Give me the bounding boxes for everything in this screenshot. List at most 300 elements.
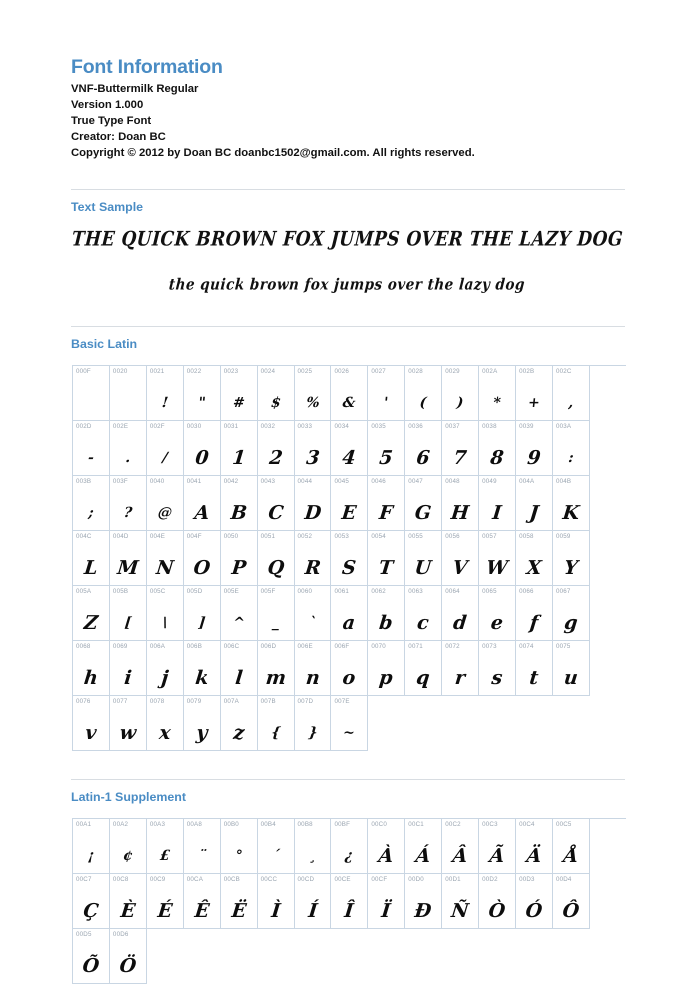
glyph-code-label: 004E bbox=[149, 533, 166, 541]
glyph-code-label: 00A8 bbox=[186, 821, 203, 829]
glyph-cell bbox=[442, 476, 479, 531]
glyph-cell bbox=[479, 421, 516, 476]
glyph-preview: ` bbox=[308, 615, 317, 632]
glyph-code-label: 007E bbox=[334, 698, 350, 706]
glyph-code-label: 00C4 bbox=[519, 821, 535, 829]
glyph-code-label: 0032 bbox=[260, 423, 276, 431]
glyph-cell bbox=[331, 641, 368, 696]
glyph-cell bbox=[368, 586, 405, 641]
glyph-preview: D bbox=[303, 502, 322, 525]
glyph-cell bbox=[258, 641, 295, 696]
glyph-code-label: 00CB bbox=[223, 876, 240, 884]
glyph-preview: I bbox=[491, 502, 503, 525]
glyph-preview: Â bbox=[451, 845, 469, 868]
glyph-code-label: 00D0 bbox=[408, 876, 424, 884]
section-heading-latin-1-supplement: Latin-1 Supplement bbox=[71, 790, 186, 805]
glyph-code-label: 00C7 bbox=[76, 876, 92, 884]
glyph-code-label: 0024 bbox=[260, 368, 276, 376]
glyph-cell bbox=[258, 696, 295, 751]
glyph-cell bbox=[331, 421, 368, 476]
glyph-cell bbox=[331, 531, 368, 586]
glyph-code-label: 0070 bbox=[371, 643, 386, 651]
glyph-cell bbox=[147, 366, 184, 421]
glyph-cell bbox=[405, 586, 442, 641]
glyph-preview: j bbox=[160, 667, 170, 690]
glyph-cell bbox=[110, 531, 147, 586]
glyph-preview: ' bbox=[383, 395, 390, 412]
glyph-preview: c bbox=[416, 612, 431, 635]
glyph-preview: d bbox=[452, 612, 468, 635]
glyph-code-label: 0054 bbox=[371, 533, 386, 541]
glyph-cell bbox=[221, 531, 258, 586]
glyph-cell bbox=[184, 819, 221, 874]
glyph-preview: L bbox=[83, 557, 99, 580]
glyph-code-label: 006C bbox=[223, 643, 240, 651]
glyph-preview: Ê bbox=[193, 900, 211, 923]
glyph-code-label: 0045 bbox=[334, 478, 350, 486]
glyph-cell bbox=[368, 819, 405, 874]
glyph-code-label: 00B4 bbox=[260, 821, 276, 829]
glyph-preview: S bbox=[341, 557, 358, 580]
glyph-preview: O bbox=[192, 557, 212, 580]
glyph-preview: k bbox=[193, 667, 210, 690]
glyph-cell bbox=[295, 531, 332, 586]
glyph-code-label: 005C bbox=[149, 588, 166, 596]
glyph-preview: @ bbox=[156, 505, 173, 522]
glyph-preview: Ö bbox=[118, 955, 138, 978]
glyph-preview: ¸ bbox=[308, 848, 317, 865]
glyph-code-label: 0060 bbox=[297, 588, 313, 596]
glyph-preview: $ bbox=[269, 395, 282, 412]
glyph-cell bbox=[73, 819, 110, 874]
glyph-cell bbox=[110, 874, 147, 929]
font-metadata-item: Version 1.000 bbox=[71, 99, 144, 112]
glyph-code-label: 0046 bbox=[371, 478, 386, 486]
glyph-code-label: 00D4 bbox=[555, 876, 572, 884]
glyph-code-label: 000F bbox=[76, 368, 91, 376]
glyph-cell bbox=[516, 476, 553, 531]
glyph-cell bbox=[221, 874, 258, 929]
glyph-preview: P bbox=[230, 557, 247, 580]
glyph-cell bbox=[405, 819, 442, 874]
glyph-code-label: 0071 bbox=[408, 643, 423, 651]
glyph-code-label: 0050 bbox=[223, 533, 239, 541]
glyph-preview: 2 bbox=[267, 447, 284, 470]
glyph-code-label: 005E bbox=[223, 588, 239, 596]
glyph-preview: Ò bbox=[487, 900, 507, 923]
glyph-cell bbox=[368, 641, 405, 696]
glyph-preview: Ç bbox=[82, 900, 100, 923]
glyph-cell bbox=[147, 874, 184, 929]
glyph-cell bbox=[368, 874, 405, 929]
glyph-code-label: 0077 bbox=[112, 698, 128, 706]
glyph-preview: È bbox=[119, 900, 137, 923]
glyph-cell bbox=[368, 421, 405, 476]
glyph-preview: 5 bbox=[378, 447, 395, 470]
glyph-preview: , bbox=[567, 395, 575, 412]
glyph-code-label: 0055 bbox=[408, 533, 423, 541]
glyph-cell bbox=[295, 586, 332, 641]
glyph-cell bbox=[184, 874, 221, 929]
glyph-code-label: 0078 bbox=[149, 698, 165, 706]
glyph-cell bbox=[184, 476, 221, 531]
glyph-preview: u bbox=[562, 667, 580, 690]
glyph-preview: : bbox=[567, 450, 575, 467]
glyph-cell bbox=[295, 421, 332, 476]
glyph-cell bbox=[73, 366, 110, 421]
glyph-cell bbox=[516, 531, 553, 586]
glyph-preview: ¨ bbox=[197, 848, 207, 865]
glyph-code-label: 007B bbox=[260, 698, 276, 706]
font-metadata-list bbox=[71, 78, 625, 161]
glyph-preview: s bbox=[490, 667, 504, 690]
glyph-preview: H bbox=[450, 502, 471, 525]
glyph-code-label: 0059 bbox=[555, 533, 571, 541]
glyph-code-label: 0066 bbox=[519, 588, 534, 596]
glyph-cell bbox=[405, 531, 442, 586]
glyph-code-label: 002B bbox=[519, 368, 535, 376]
glyph-preview: 9 bbox=[526, 447, 542, 470]
glyph-cell bbox=[295, 476, 332, 531]
glyph-cell bbox=[479, 476, 516, 531]
glyph-cell bbox=[258, 531, 295, 586]
glyph-preview: ; bbox=[87, 505, 95, 522]
glyph-cell bbox=[73, 531, 110, 586]
glyph-code-label: 0026 bbox=[334, 368, 350, 376]
glyph-cell bbox=[295, 874, 332, 929]
glyph-preview: 6 bbox=[415, 447, 432, 470]
glyph-preview: - bbox=[87, 450, 95, 467]
glyph-grid-latin-1-supplement bbox=[72, 818, 626, 984]
glyph-code-label: 0069 bbox=[112, 643, 128, 651]
glyph-code-label: 0056 bbox=[445, 533, 460, 541]
glyph-code-label: 004B bbox=[555, 478, 572, 486]
glyph-preview: Ï bbox=[380, 900, 392, 923]
glyph-preview: } bbox=[307, 725, 318, 742]
glyph-cell bbox=[184, 586, 221, 641]
glyph-preview: ) bbox=[456, 395, 465, 412]
glyph-code-label: 005B bbox=[112, 588, 129, 596]
glyph-code-label: 00B0 bbox=[223, 821, 239, 829]
glyph-preview: C bbox=[266, 502, 285, 525]
glyph-code-label: 0042 bbox=[223, 478, 239, 486]
glyph-preview: Í bbox=[306, 900, 319, 923]
glyph-cell bbox=[295, 696, 332, 751]
glyph-cell bbox=[184, 421, 221, 476]
glyph-cell bbox=[331, 366, 368, 421]
glyph-cell bbox=[258, 819, 295, 874]
glyph-code-label: 00C0 bbox=[371, 821, 387, 829]
glyph-cell bbox=[479, 819, 516, 874]
glyph-preview: Z bbox=[82, 612, 100, 635]
glyph-preview: É bbox=[156, 900, 174, 923]
glyph-code-label: 0031 bbox=[223, 423, 239, 431]
glyph-cell bbox=[553, 476, 590, 531]
glyph-cell bbox=[516, 366, 553, 421]
glyph-cell bbox=[258, 586, 295, 641]
glyph-preview: Ó bbox=[524, 900, 544, 923]
glyph-preview: y bbox=[195, 722, 209, 745]
glyph-cell bbox=[405, 366, 442, 421]
glyph-cell bbox=[553, 421, 590, 476]
glyph-preview: + bbox=[527, 395, 541, 412]
glyph-preview: e bbox=[489, 612, 505, 635]
glyph-code-label: 00D1 bbox=[445, 876, 461, 884]
glyph-code-label: 0020 bbox=[112, 368, 128, 376]
glyph-cell bbox=[147, 421, 184, 476]
glyph-cell bbox=[516, 641, 553, 696]
glyph-cell bbox=[184, 696, 221, 751]
glyph-cell bbox=[184, 531, 221, 586]
glyph-code-label: 0076 bbox=[76, 698, 91, 706]
glyph-preview: 3 bbox=[304, 447, 321, 470]
glyph-preview: Ñ bbox=[450, 900, 471, 923]
glyph-cell bbox=[368, 366, 405, 421]
glyph-cell bbox=[110, 641, 147, 696]
glyph-code-label: 006E bbox=[297, 643, 313, 651]
glyph-cell bbox=[73, 586, 110, 641]
glyph-preview: n bbox=[304, 667, 321, 690]
glyph-preview: z bbox=[232, 722, 246, 745]
glyph-code-label: 006D bbox=[260, 643, 277, 651]
glyph-code-label: 002C bbox=[555, 368, 572, 376]
glyph-preview: \ bbox=[161, 615, 169, 632]
glyph-preview: t bbox=[528, 667, 540, 690]
glyph-code-label: 003B bbox=[76, 478, 92, 486]
glyph-cell bbox=[221, 421, 258, 476]
glyph-preview: ° bbox=[234, 848, 243, 865]
glyph-code-label: 00D3 bbox=[519, 876, 535, 884]
glyph-preview: U bbox=[413, 557, 433, 580]
glyph-preview: Î bbox=[343, 900, 356, 923]
glyph-code-label: 00A1 bbox=[76, 821, 92, 829]
glyph-preview: K bbox=[561, 502, 581, 525]
glyph-grid-basic-latin bbox=[72, 365, 626, 751]
glyph-cell bbox=[442, 586, 479, 641]
glyph-cell bbox=[221, 696, 258, 751]
glyph-preview: J bbox=[528, 502, 540, 525]
glyph-cell bbox=[258, 874, 295, 929]
text-sample-lowercase: the quick brown fox jumps over the lazy dog bbox=[168, 276, 526, 295]
spacer bbox=[71, 292, 625, 326]
glyph-code-label: 002A bbox=[482, 368, 498, 376]
glyph-cell bbox=[442, 819, 479, 874]
glyph-cell bbox=[442, 641, 479, 696]
glyph-cell bbox=[553, 531, 590, 586]
glyph-code-label: 0062 bbox=[371, 588, 386, 596]
glyph-cell bbox=[405, 476, 442, 531]
glyph-preview: ¡ bbox=[87, 848, 95, 865]
glyph-code-label: 00C1 bbox=[408, 821, 424, 829]
glyph-code-label: 0040 bbox=[149, 478, 165, 486]
glyph-cell bbox=[368, 476, 405, 531]
glyph-preview: V bbox=[451, 557, 469, 580]
glyph-code-label: 0029 bbox=[445, 368, 460, 376]
section-heading-basic-latin: Basic Latin bbox=[71, 337, 138, 352]
glyph-cell bbox=[73, 421, 110, 476]
glyph-code-label: 00A2 bbox=[112, 821, 129, 829]
glyph-code-label: 0047 bbox=[408, 478, 423, 486]
glyph-preview: _ bbox=[271, 615, 280, 632]
glyph-code-label: 00A3 bbox=[149, 821, 166, 829]
glyph-code-label: 005D bbox=[186, 588, 203, 596]
glyph-cell bbox=[110, 929, 147, 984]
glyph-cell bbox=[147, 586, 184, 641]
glyph-preview: M bbox=[116, 557, 140, 580]
glyph-cell bbox=[331, 696, 368, 751]
glyph-preview: G bbox=[413, 502, 433, 525]
glyph-code-label: 0033 bbox=[297, 423, 313, 431]
glyph-code-label: 00D6 bbox=[112, 931, 129, 939]
glyph-code-label: 00C8 bbox=[112, 876, 129, 884]
glyph-code-label: 0051 bbox=[260, 533, 276, 541]
glyph-preview: & bbox=[342, 395, 357, 412]
glyph-cell bbox=[368, 531, 405, 586]
glyph-preview: x bbox=[157, 722, 172, 745]
glyph-code-label: 002F bbox=[149, 423, 165, 431]
glyph-code-label: 00CD bbox=[297, 876, 315, 884]
glyph-preview: ¢ bbox=[122, 848, 134, 865]
glyph-code-label: 0075 bbox=[555, 643, 571, 651]
glyph-cell bbox=[110, 819, 147, 874]
glyph-preview: Ì bbox=[269, 900, 282, 923]
glyph-preview: ´ bbox=[271, 848, 280, 865]
glyph-code-label: 0061 bbox=[334, 588, 350, 596]
glyph-code-label: 00CE bbox=[334, 876, 351, 884]
glyph-preview: [ bbox=[123, 615, 133, 632]
glyph-cell bbox=[331, 819, 368, 874]
glyph-cell bbox=[553, 641, 590, 696]
glyph-code-label: 0023 bbox=[223, 368, 239, 376]
glyph-preview: ~ bbox=[342, 725, 357, 742]
glyph-preview: v bbox=[84, 722, 98, 745]
glyph-preview: m bbox=[264, 667, 287, 690]
glyph-preview: Ã bbox=[488, 845, 506, 868]
glyph-cell bbox=[331, 476, 368, 531]
glyph-cell bbox=[221, 586, 258, 641]
glyph-code-label: 0025 bbox=[297, 368, 313, 376]
glyph-code-label: 006A bbox=[149, 643, 166, 651]
glyph-cell bbox=[516, 819, 553, 874]
glyph-code-label: 003F bbox=[112, 478, 128, 486]
glyph-code-label: 0028 bbox=[408, 368, 423, 376]
glyph-code-label: 0079 bbox=[186, 698, 202, 706]
font-metadata-item: Creator: Doan BC bbox=[71, 130, 166, 143]
glyph-preview: { bbox=[270, 725, 281, 742]
glyph-preview: # bbox=[231, 395, 246, 412]
glyph-code-label: 007D bbox=[297, 698, 314, 706]
glyph-code-label: 006B bbox=[186, 643, 203, 651]
glyph-cell bbox=[221, 641, 258, 696]
glyph-cell bbox=[516, 421, 553, 476]
glyph-cell bbox=[479, 586, 516, 641]
glyph-code-label: 00C3 bbox=[482, 821, 498, 829]
glyph-code-label: 00CF bbox=[371, 876, 388, 884]
glyph-preview: l bbox=[233, 667, 244, 690]
glyph-cell bbox=[147, 531, 184, 586]
page-title: Font Information bbox=[71, 56, 223, 78]
glyph-code-label: 0044 bbox=[297, 478, 313, 486]
glyph-code-label: 0036 bbox=[408, 423, 423, 431]
glyph-cell bbox=[331, 874, 368, 929]
glyph-cell bbox=[73, 476, 110, 531]
glyph-preview: Á bbox=[414, 845, 432, 868]
glyph-code-label: 002E bbox=[112, 423, 129, 431]
glyph-preview: q bbox=[415, 667, 432, 690]
glyph-preview: T bbox=[378, 557, 395, 580]
glyph-code-label: 0074 bbox=[519, 643, 534, 651]
glyph-preview: o bbox=[341, 667, 357, 690]
glyph-cell bbox=[147, 696, 184, 751]
glyph-cell bbox=[442, 531, 479, 586]
font-metadata-item: VNF-Buttermilk Regular bbox=[71, 83, 199, 96]
glyph-cell bbox=[479, 641, 516, 696]
glyph-code-label: 0030 bbox=[186, 423, 202, 431]
glyph-code-label: 003A bbox=[555, 423, 572, 431]
glyph-preview: Õ bbox=[81, 955, 101, 978]
glyph-cell bbox=[331, 586, 368, 641]
glyph-preview: A bbox=[193, 502, 211, 525]
glyph-cell bbox=[110, 476, 147, 531]
glyph-cell bbox=[147, 476, 184, 531]
glyph-preview: W bbox=[485, 557, 509, 580]
glyph-preview: i bbox=[123, 667, 133, 690]
glyph-cell bbox=[258, 421, 295, 476]
glyph-preview: g bbox=[563, 612, 579, 635]
glyph-code-label: 00C9 bbox=[149, 876, 166, 884]
glyph-code-label: 00BF bbox=[334, 821, 351, 829]
glyph-code-label: 0041 bbox=[186, 478, 202, 486]
glyph-cell bbox=[147, 819, 184, 874]
glyph-preview: . bbox=[124, 450, 132, 467]
glyph-code-label: 0063 bbox=[408, 588, 423, 596]
glyph-code-label: 0021 bbox=[149, 368, 165, 376]
glyph-preview: Ä bbox=[525, 845, 543, 868]
section-text-sample bbox=[71, 189, 625, 295]
glyph-cell bbox=[147, 641, 184, 696]
glyph-preview: p bbox=[378, 667, 395, 690]
glyph-preview: R bbox=[303, 557, 322, 580]
glyph-cell bbox=[516, 586, 553, 641]
glyph-preview: b bbox=[378, 612, 395, 635]
glyph-preview: ? bbox=[122, 505, 133, 522]
glyph-code-label: 006F bbox=[334, 643, 350, 651]
glyph-cell bbox=[110, 696, 147, 751]
glyph-code-label: 0068 bbox=[76, 643, 91, 651]
glyph-preview: Ð bbox=[413, 900, 433, 923]
glyph-code-label: 0073 bbox=[482, 643, 497, 651]
glyph-code-label: 004F bbox=[186, 533, 202, 541]
glyph-cell bbox=[479, 874, 516, 929]
glyph-code-label: 005A bbox=[76, 588, 92, 596]
glyph-preview: B bbox=[229, 502, 248, 525]
section-heading-text-sample: Text Sample bbox=[71, 200, 144, 215]
glyph-code-label: 00CA bbox=[186, 876, 204, 884]
glyph-cell bbox=[221, 366, 258, 421]
spacer bbox=[71, 161, 625, 189]
glyph-code-label: 004D bbox=[112, 533, 129, 541]
glyph-cell bbox=[553, 819, 590, 874]
glyph-preview: Ô bbox=[561, 900, 581, 923]
glyph-preview: Y bbox=[563, 557, 579, 580]
glyph-preview: r bbox=[454, 667, 467, 690]
glyph-cell bbox=[73, 641, 110, 696]
glyph-preview: Å bbox=[562, 845, 580, 868]
glyph-code-label: 0058 bbox=[519, 533, 534, 541]
glyph-preview: Ë bbox=[230, 900, 248, 923]
glyph-cell bbox=[110, 586, 147, 641]
glyph-code-label: 00D5 bbox=[76, 931, 92, 939]
